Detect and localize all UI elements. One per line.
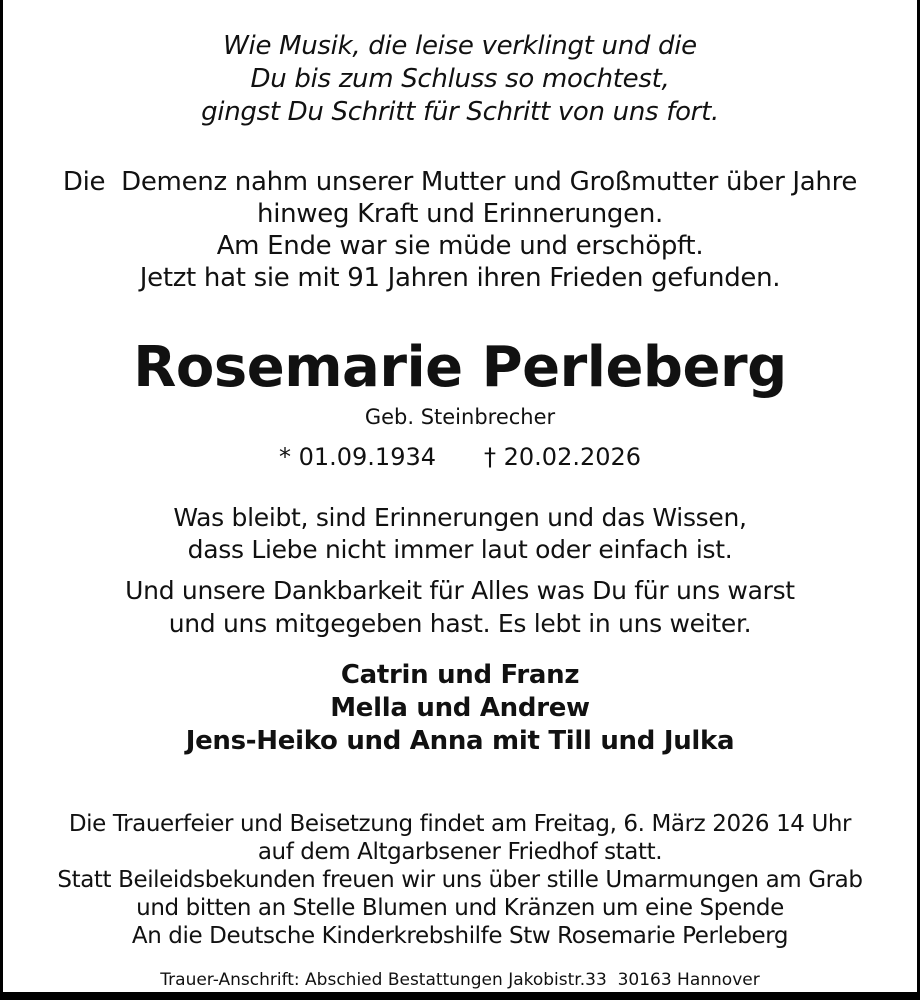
family-signatures [0, 659, 920, 758]
intro-text [0, 166, 920, 294]
gratitude-paragraph [0, 574, 920, 640]
motto-line: Wie Musik, die leise verklingt und die [223, 31, 697, 61]
birth-name: Geb. Steinbrecher [364, 405, 556, 429]
intro-line: Jetzt hat sie mit 91 Jahren ihren Frieden gefunden. [139, 263, 781, 293]
life-dates [0, 441, 920, 473]
paragraph-line: dass Liebe nicht immer laut oder einfach ist. [187, 535, 733, 564]
intro-line: Die Demenz nahm unserer Mutter und Großmutter über Jahre [62, 167, 858, 197]
info-line: und bitten an Stelle Blumen und Kränzen um eine Spende [136, 895, 784, 921]
remembrance-paragraph [0, 502, 920, 566]
birth-date: * 01.09.1934 [278, 443, 436, 471]
info-line: Statt Beileidsbekunden freuen wir uns über stille Umarmungen am Grab [57, 867, 863, 893]
info-line: Die Trauerfeier und Beisetzung findet am Freitag, 6. März 2026 14 Uhr [68, 811, 852, 837]
paragraph-line: Und unsere Dankbarkeit für Alles was Du für uns warst [125, 576, 795, 605]
funeral-info [0, 810, 920, 950]
intro-line: hinweg Kraft und Erinnerungen. [257, 199, 663, 229]
paragraph-line: Was bleibt, sind Erinnerungen und das Wissen, [173, 503, 747, 532]
family-line: Mella und Andrew [330, 693, 590, 723]
motto-line: gingst Du Schritt für Schritt von uns fort. [201, 97, 719, 127]
intro-line: Am Ende war sie müde und erschöpft. [216, 231, 704, 261]
motto-line: Du bis zum Schluss so mochtest, [250, 64, 670, 94]
info-line: auf dem Altgarbsener Friedhof statt. [257, 839, 663, 865]
death-date: † 20.02.2026 [484, 443, 642, 471]
motto-poem [0, 30, 920, 129]
info-line: An die Deutsche Kinderkrebshilfe Stw Rosemarie Perleberg [131, 923, 789, 949]
family-line: Jens-Heiko und Anna mit Till und Julka [185, 726, 735, 756]
mourning-address: Trauer-Anschrift: Abschied Bestattungen Jakobistr.33 30163 Hannover [160, 970, 760, 990]
family-line: Catrin und Franz [340, 660, 580, 690]
paragraph-line: und uns mitgegeben hast. Es lebt in uns weiter. [168, 609, 752, 638]
deceased-name: Rosemarie Perleberg [133, 335, 787, 400]
